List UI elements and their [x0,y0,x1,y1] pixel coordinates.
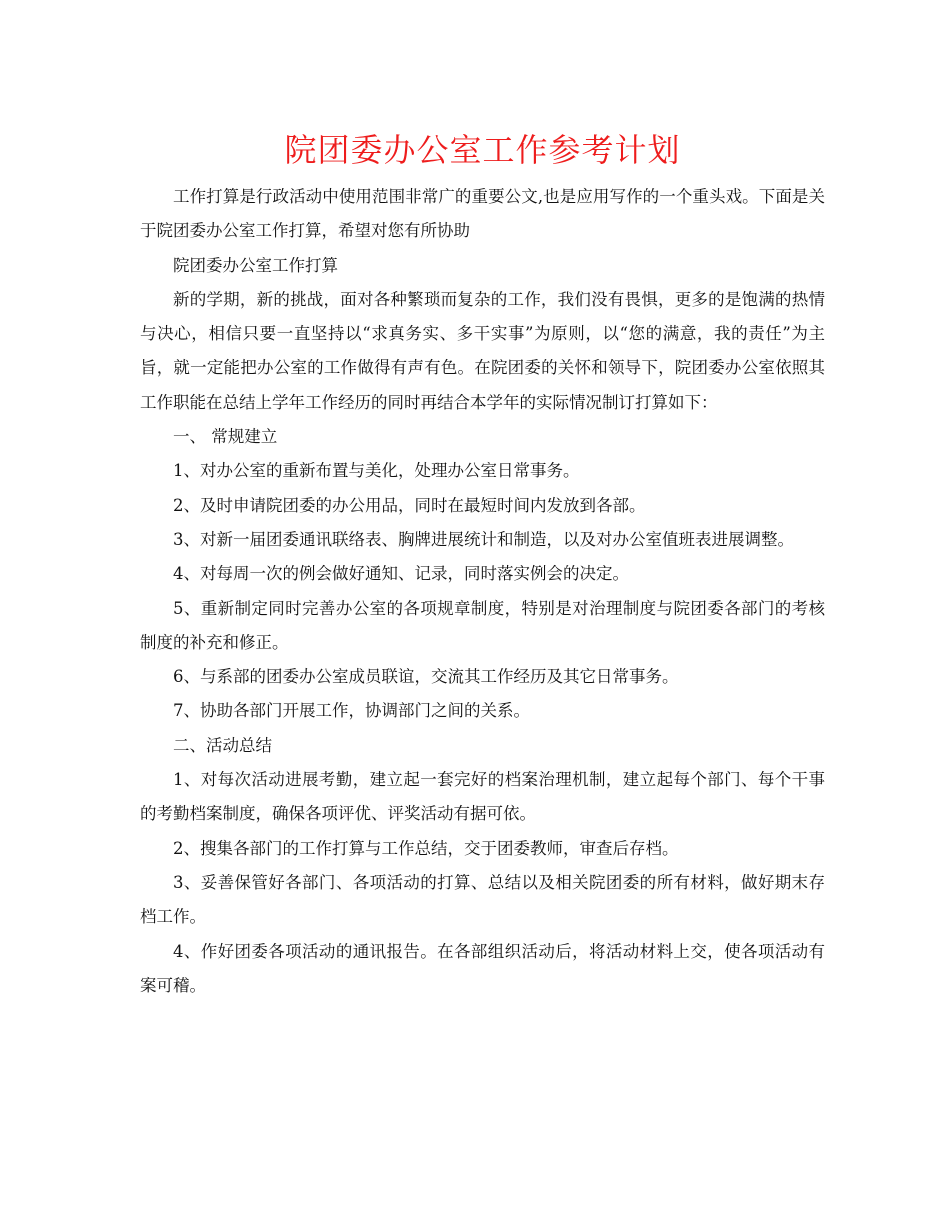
document-page [140,124,825,1003]
routine-item-3: 3、对新一届团委通讯联络表、胸牌进展统计和制造，以及对办公室值班表进展调整。 [173,529,794,549]
section-heading-activity: 二、活动总结 [173,735,272,755]
routine-item-6: 6、与系部的团委办公室成员联谊，交流其工作经历及其它日常事务。 [173,667,679,687]
preface-paragraph: 新的学期，新的挑战，面对各种繁琐而复杂的工作，我们没有畏惧，更多的是饱满的热情与决心，相信只要一直坚持以“求真务实、多干实事”为原则，以“您的满意，我的责任”为主旨，就一定能把办公室的工作做得有声有色。在院团委的关怀和领导下，院团委办公室依照其工作职能在总结上学年工作经历的同时再结合本学年的实际情况制订打算如下： [140,289,825,412]
subtitle-paragraph: 院团委办公室工作打算 [173,255,338,275]
routine-item-7: 7、协助各部门开展工作，协调部门之间的关系。 [173,701,530,721]
routine-item-2: 2、及时申请院团委的办公用品，同时在最短时间内发放到各部。 [173,495,646,515]
activity-item-4: 4、作好团委各项活动的通讯报告。在各部组织活动后，将活动材料上交，使各项活动有案可稽。 [140,941,825,995]
routine-item-5: 5、重新制定同时完善办公室的各项规章制度，特别是对治理制度与院团委各部门的考核制度的补充和修正。 [140,598,825,652]
routine-item-4: 4、对每周一次的例会做好通知、记录，同时落实例会的决定。 [173,564,629,584]
routine-item-1: 1、对办公室的重新布置与美化，处理办公室日常事务。 [173,461,580,481]
activity-item-3: 3、妥善保管好各部门、各项活动的打算、总结以及相关院团委的所有材料，做好期末存档工作。 [140,872,825,927]
document-title: 院团委办公室工作参考计划 [284,131,681,169]
intro-paragraph: 工作打算是行政活动中使用范围非常广的重要公文,也是应用写作的一个重头戏。下面是关于院团委办公室工作打算，希望对您有所协助 [140,187,825,241]
activity-item-2: 2、搜集各部门的工作打算与工作总结，交于团委教师，审查后存档。 [173,838,679,858]
section-heading-routine: 一、 常规建立 [173,427,278,447]
document-body [140,180,825,1003]
activity-item-1: 1、对每次活动进展考勤，建立起一套完好的档案治理机制，建立起每个部门、每个干事的考勤档案制度，确保各项评优、评奖活动有据可依。 [140,770,825,824]
